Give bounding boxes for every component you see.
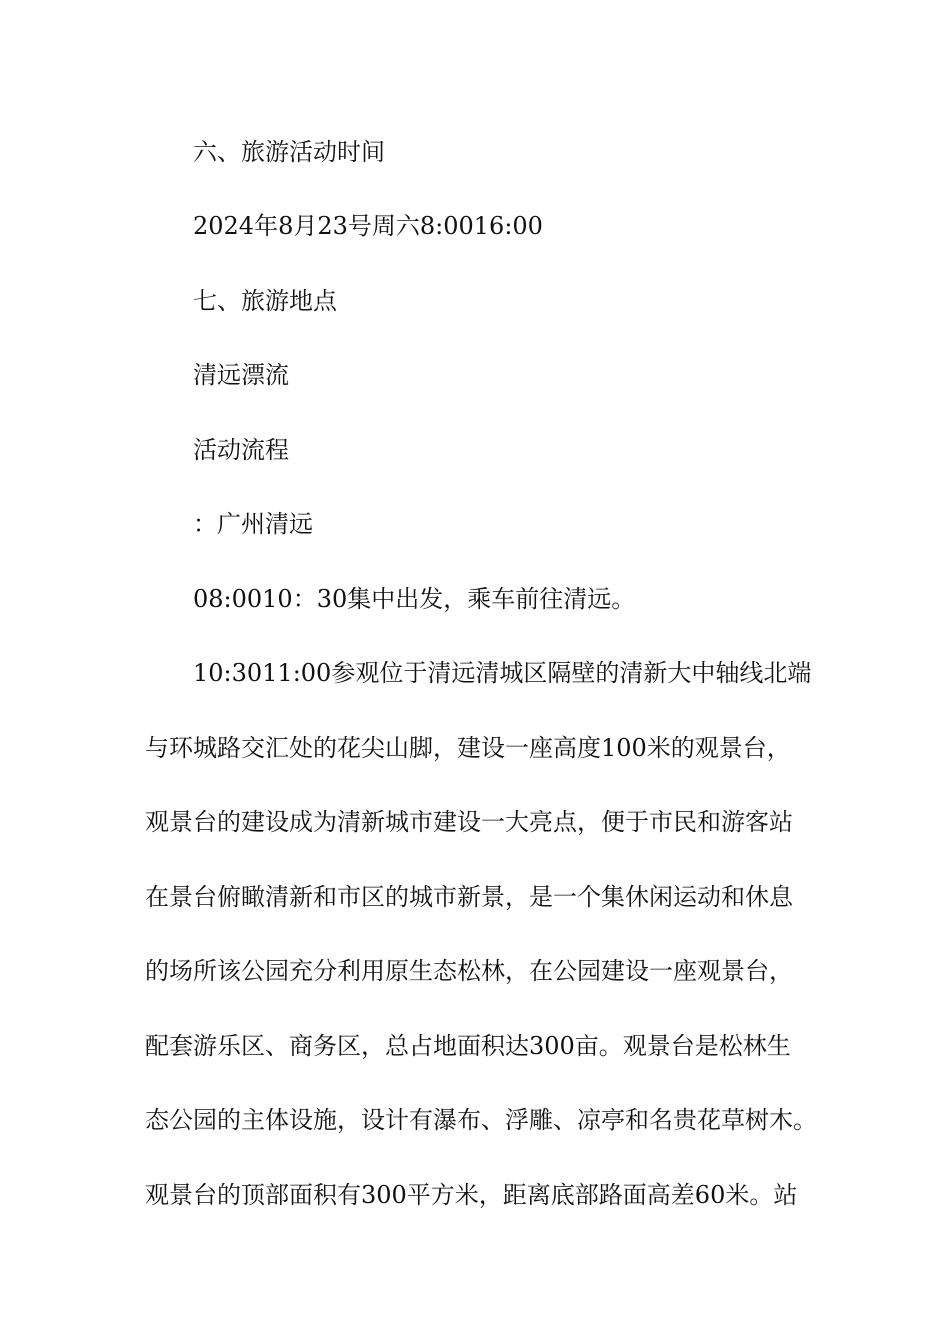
paragraph-line: 的场所该公园充分利用原生态松林，在公园建设一座观景台， <box>145 957 793 985</box>
paragraph-line: 观景台的建设成为清新城市建设一大亮点，便于市民和游客站 <box>145 808 793 836</box>
paragraph-line: 态公园的主体设施，设计有瀑布、浮雕、凉亭和名贵花草树木。 <box>145 1106 817 1134</box>
process-heading: 活动流程 <box>193 436 289 464</box>
section-heading-location: 七、旅游地点 <box>193 287 337 315</box>
activity-date-time: 2024年8月23号周六8:0016:00 <box>193 212 543 240</box>
route-line: ：广州清远 <box>193 510 313 538</box>
paragraph-line: 与环城路交汇处的花尖山脚，建设一座高度100米的观景台， <box>145 734 791 762</box>
schedule-item-departure: 08:0010：30集中出发，乘车前往清远。 <box>193 585 636 613</box>
location-name: 清远漂流 <box>193 361 289 389</box>
paragraph-line: 观景台的顶部面积有300平方米，距离底部路面高差60米。站 <box>145 1181 798 1209</box>
paragraph-line: 配套游乐区、商务区，总占地面积达300亩。观景台是松林生 <box>145 1032 791 1060</box>
section-heading-activity-time: 六、旅游活动时间 <box>193 138 385 166</box>
paragraph-line: 在景台俯瞰清新和市区的城市新景，是一个集休闲运动和休息 <box>145 883 793 911</box>
schedule-item-visit: 10:3011:00参观位于清远清城区隔壁的清新大中轴线北端 <box>193 659 812 687</box>
